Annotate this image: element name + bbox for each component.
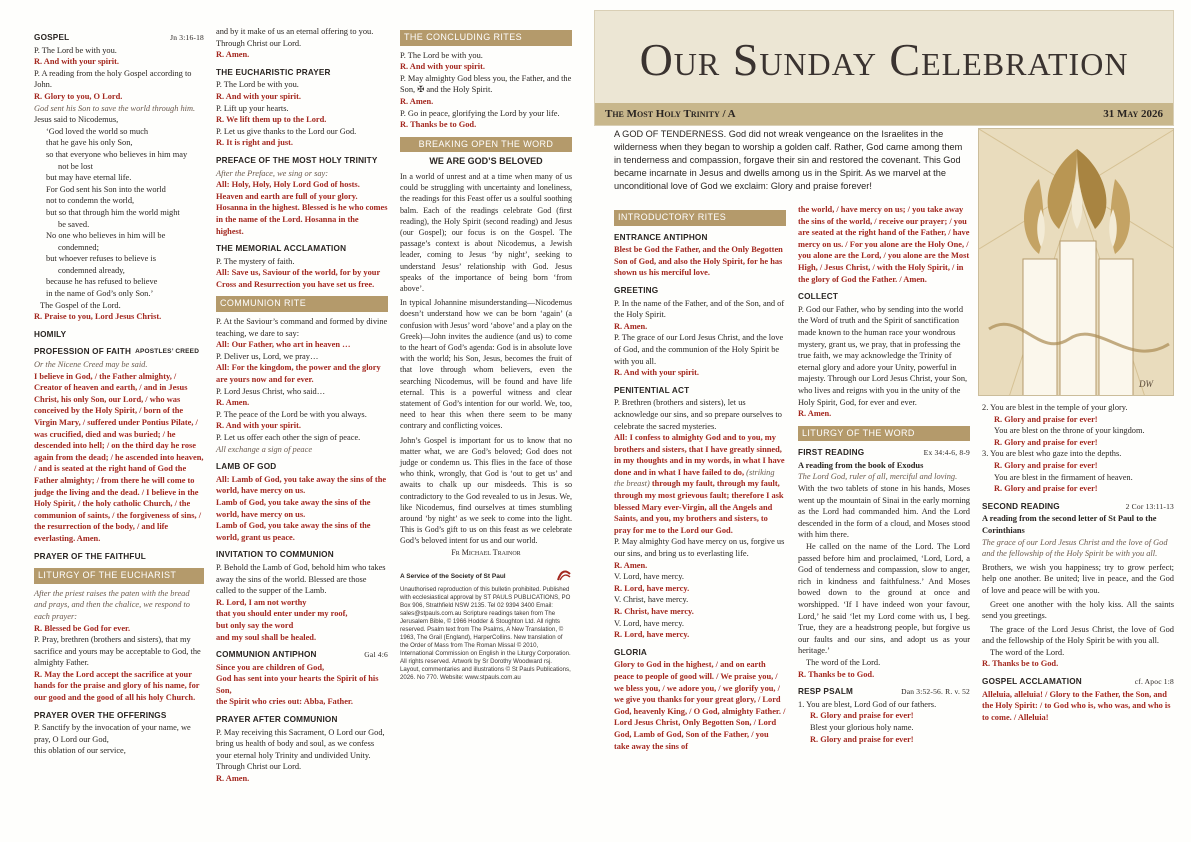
verse: No one who believes in him will be: [46, 231, 166, 241]
after-communion-heading: PRAYER AFTER COMMUNION: [216, 715, 338, 725]
response: but only say the word: [216, 620, 294, 630]
trinity-artwork: [978, 128, 1174, 396]
first-reading-heading: FIRST READING Ex 34:4-6, 8-9: [798, 448, 970, 458]
profession-heading: PROFESSION OF FAITH APOSTLES’ CREED: [34, 347, 200, 357]
text: P. The Lord be with you.: [34, 45, 117, 55]
column-4: [614, 204, 786, 752]
masthead: [594, 10, 1174, 126]
text: P. Let us offer each other the sign of peace.: [216, 433, 361, 442]
response: R. Lord, I am not worthy: [216, 597, 307, 607]
response: R. Amen.: [216, 50, 250, 60]
text: V. Lord, have mercy.: [614, 618, 684, 628]
response: R. May the Lord accept the sacrifice at your hands for the praise and glory of his name, for our good and the good of all his holy Church.: [34, 669, 200, 703]
penitential-heading: PENITENTIAL ACT: [614, 385, 690, 395]
reading-text: Greet one another with the holy kiss. All the saints send you greetings.: [982, 599, 1174, 621]
response: All: Holy, Holy, Holy Lord God of hosts. Heaven and earth are full of your glory. Hosanna in the highest. Blessed is he who comes in the name of the Lord. Hosanna in the highest.: [216, 180, 388, 236]
text: P. Let us give thanks to the Lord our God.: [216, 126, 357, 136]
psalm-heading: RESP PSALM Dan 3:52-56. R. v. 52: [798, 687, 970, 697]
response: R. Thanks be to God.: [982, 659, 1059, 669]
reading-source: A reading from the book of Exodus: [798, 460, 924, 470]
text: P. Pray, brethren (brothers and sisters), that my sacrifice and yours may be acceptable to God, the almighty Father.: [34, 635, 201, 668]
response: and my soul shall be healed.: [216, 632, 317, 642]
text: P. The peace of the Lord be with you always.: [216, 409, 367, 419]
invitation-heading: INVITATION TO COMMUNION: [216, 550, 334, 560]
antiphon-heading: COMMUNION ANTIPHON Gal 4:6: [216, 650, 388, 660]
response: Lamb of God, you take away the sins of the world, grant us peace.: [216, 521, 371, 542]
gloria-text: Glory to God in the highest, / and on earth peace to people of good will. / We praise you, / we bless you, / we adore you, / we glorify you, / we give you thanks for your great glory, / Lord God, heavenly King, / O God, almighty Father. / Lord Jesus Christ, Only Begotten Son, / Lord God, Lamb of God, Son of the Father, / you take away the sins of: [614, 660, 786, 751]
candles-illustration-icon: [979, 129, 1174, 396]
author-signature: Fr Michael Trainor: [451, 547, 521, 557]
text: P. At the Saviour’s command and formed by divine teaching, we dare to say:: [216, 317, 388, 338]
verse: be saved.: [58, 219, 90, 229]
antiphon-text: Since you are children of God,: [216, 662, 325, 672]
section-band: COMMUNION RITE: [216, 296, 388, 312]
response: R. Lord, have mercy.: [614, 583, 690, 593]
text: 2. You are blest in the temple of your glory.: [982, 403, 1128, 412]
text: this oblation of our service,: [34, 746, 126, 756]
section-band: BREAKING OPEN THE WORD: [400, 137, 572, 153]
text: The Gospel of the Lord.: [40, 300, 121, 310]
verse: so that everyone who believes in him may: [46, 149, 188, 159]
response: R. Amen.: [614, 321, 648, 331]
response: R. And with your spirit.: [34, 57, 120, 67]
eucharistic-heading: THE EUCHARISTIC PRAYER: [216, 67, 331, 77]
section-band: THE CONCLUDING RITES: [400, 30, 572, 46]
response: R. Lord, have mercy.: [614, 630, 690, 640]
reading-text: He called on the name of the Lord. The Lord passed before him and proclaimed, ‘Lord, Lord, a God of tenderness and compassion, slow to anger, rich in kindness and faithfulness.’ And Moses bowed down to the ground at once and worshipped. ‘If I have indeed won your favour, Lord,’ he said ‘let my Lord come with us, I beg. True, they are a headstrong people, but forgive us our faults and our sins, and adopt us as your heritage.’: [798, 542, 970, 656]
second-reading-heading: SECOND READING 2 Cor 13:11-13: [982, 501, 1174, 511]
verse: but whoever refuses to believe is: [46, 254, 157, 264]
article-paragraph: John’s Gospel is important for us to know that no matter what, we are God’s beloved; God does not judge or condemn us. This flies in the face of those who think, wrongly, that God is ‘out to get us’ and awaits to chalk up our misdeeds. This is so contradictory to the God revealed to us in Jesus. We, like Nicodemus, find ourselves at times stumbling around ‘by night’ as we seek to come into the light. This is God’s gift to us on this feast as we celebrate God’s beloved intent for us and our world.: [400, 435, 572, 546]
text: P. The grace of our Lord Jesus Christ, and the love of God, and the communion of the Holy Spirit be with you all.: [614, 333, 784, 366]
gloria-text: the world, / have mercy on us; / you take away the sins of the world, / receive our prayer; / you are seated at the right hand of the Father, / have mercy on us. / For you alone are the Holy One, / you alone are the Lord, / you alone are the Most High, / Jesus Christ, / with the Holy Spirit, / in the glory of God the Father. / Amen.: [798, 205, 970, 284]
verse: because he has refused to believe: [46, 277, 158, 287]
note: All exchange a sign of peace: [216, 444, 313, 454]
verse: condemned;: [58, 242, 99, 252]
verse: not be lost: [58, 161, 93, 171]
note: God sent his Son to save the world through him.: [34, 103, 196, 113]
response: Lamb of God, you take away the sins of the world, have mercy on us.: [216, 497, 371, 519]
response: All: For the kingdom, the power and the glory are yours now and for ever.: [216, 363, 381, 385]
verse: but may have eternal life.: [46, 173, 132, 183]
verse: but so that through him the world might: [46, 207, 180, 217]
article-paragraph: In a world of unrest and at a time when many of us could be struggling with uncertainty and loneliness, the readings for this Feast offer us a soulful soothing balm. Each of the readings celebrate God (first reading), the Holy Spirit (second reading) and Jesus (our Gospel); our focus is on the Gospel. The passage’s context is about Nicodemus, a Jewish leader, coming to Jesus ‘by night’, seeking to understand Jesus’ relationship with God. Jesus speaks of the importance of being born ‘from above’.: [400, 171, 572, 293]
response: R. Glory and praise for ever!: [994, 437, 1098, 447]
creed-text: I believe in God, / the Father almighty, / Creator of heaven and earth, / and in Jesus Christ, his only Son, our Lord, / who was conceived by the Holy Spirit, / born of the Virgin Mary, / suffered under Pontius Pilate, / was crucified, died and was buried; / he descended into hell; / on the third day he rose again from the dead; / he ascended into heaven, / and is seated at the right hand of God the Father almighty; / from there he will come to judge the living and the dead. / I believe in the Holy Spirit, / the holy catholic Church, / the communion of saints, / the forgiveness of sins, / the resurrection of the body, / and life everlasting. Amen.: [34, 371, 204, 543]
text: The word of the Lord.: [990, 647, 1065, 657]
column-1: [34, 26, 204, 757]
response: R. And with your spirit.: [216, 91, 302, 101]
verse: not to condemn the world,: [46, 196, 135, 206]
response: All: Our Father, who art in heaven …: [216, 340, 351, 350]
antiphon-text: God has sent into your hearts the Spirit of his Son,: [216, 674, 379, 695]
response: R. Amen.: [400, 96, 434, 106]
acclamation-text: Alleluia, alleluia! / Glory to the Father, the Son, and the Holy Spirit: / to God who is, who was, and who is to come. / Alleluia!: [982, 689, 1171, 722]
response: R. Thanks be to God.: [798, 669, 875, 679]
gloria-heading: GLORIA: [614, 647, 648, 657]
note: The Lord God, ruler of all, merciful and loving.: [798, 472, 958, 482]
collect-heading: COLLECT: [798, 292, 839, 302]
publisher-footer: Unauthorised reproduction of this bulletin prohibited. Published with ecclesiastical approval by ST PAULS PUBLICATIONS, PO Box 906, Strathfield NSW 2135. Tel 02 9394 3400 Email: sales@stpauls.com.au Scripture readings taken from The Jerusalem Bible, © 1966 Hodder & Stoughton Ltd. All rights reserved. Psalm text from The Psalms, A New Translation, © 1963, The Grail (England), HarperCollins. New translation of the Order of Mass from The Roman Missal © 2010, International Commission on English in the Liturgy Corporation. All rights reserved. Artwork by Sr Dorothy Woodward rsj. Layout, commentaries and illustrations © St Pauls Publications, 2026. No 770. Website: www.stpauls.com.au: [400, 585, 571, 681]
verse: condemned already,: [58, 265, 125, 275]
text: The word of the Lord.: [806, 657, 881, 667]
homily-heading: HOMILY: [34, 329, 67, 339]
text: Through Christ our Lord.: [216, 38, 302, 48]
reading-text: With the two tablets of stone in his hands, Moses went up the mountain of Sinai in the early morning as the Lord had commanded him. And the Lord descended in the form of a cloud, and Moses stood with him there.: [798, 484, 970, 540]
verse: that he gave his only Son,: [46, 138, 133, 148]
response: All: I confess to almighty God and to you, my brothers and sisters, that I have greatly sinned, in my thoughts and in my words, in what I have done and in what I have failed to do, (striking the breast) through my fault, through my fault, through my most grievous fault; therefore I ask blessed Mary ever-Virgin, all the Angels and Saints, and you, my brothers and sisters, to pray for me to the Lord our God.: [614, 433, 785, 535]
section-band: LITURGY OF THE EUCHARIST: [34, 568, 204, 584]
prayer-faithful-heading: PRAYER OF THE FAITHFUL: [34, 551, 146, 561]
gospel-heading: GOSPEL Jn 3:16-18: [34, 33, 204, 42]
response: All: Save us, Saviour of the world, for by your Cross and Resurrection you have set us free.: [216, 268, 381, 289]
text: and by it make of us an eternal offering to you.: [216, 27, 374, 36]
note: Or the Nicene Creed may be said.: [34, 360, 148, 370]
reading-text: The grace of the Lord Jesus Christ, the love of God and the fellowship of the Holy Spirit be with you all.: [982, 624, 1174, 646]
text: P. Deliver us, Lord, we pray…: [216, 351, 319, 361]
preface-heading: PREFACE OF THE MOST HOLY TRINITY: [216, 155, 378, 165]
section-band: INTRODUCTORY RITES: [614, 210, 786, 226]
note: After the priest raises the paten with the bread and prays, and then the chalice, we respond to each prayer:: [34, 588, 190, 621]
text: P. In the name of the Father, and of the Son, and of the Holy Spirit.: [614, 298, 785, 320]
response: R. Praise to you, Lord Jesus Christ.: [34, 312, 162, 322]
text: P. Behold the Lamb of God, behold him who takes away the sins of the world. Blessed are those called to the supper of the Lamb.: [216, 562, 386, 596]
response: R. It is right and just.: [216, 138, 294, 148]
response: R. And with your spirit.: [614, 368, 700, 378]
text: P. May almighty God have mercy on us, forgive us our sins, and bring us to everlasting life.: [614, 537, 785, 559]
text: Blest your glorious holy name.: [810, 722, 914, 732]
verse: in the name of God’s only Son.’: [46, 289, 154, 299]
reading-text: Brothers, we wish you happiness; try to grow perfect; help one another. Be united; live in peace, and the God of love and peace will be with you.: [982, 562, 1174, 595]
response: R. Amen.: [798, 409, 832, 419]
text: P. The Lord be with you.: [216, 80, 299, 90]
column-2: [216, 26, 388, 785]
verse: For God sent his Son into the world: [46, 184, 166, 194]
greeting-heading: GREETING: [614, 285, 659, 295]
reading-source: A reading from the second letter of St Paul to the Corinthians: [982, 514, 1157, 535]
text: You are blest on the throne of your kingdom.: [994, 426, 1145, 436]
column-5: [798, 204, 970, 745]
text: Jesus said to Nicodemus,: [34, 115, 119, 125]
text: V. Lord, have mercy.: [614, 572, 684, 582]
text: P. The Lord be with you.: [400, 50, 483, 60]
article-title: WE ARE GOD’S BELOVED: [429, 156, 543, 167]
text: 1. You are blest, Lord God of our fathers.: [798, 699, 937, 709]
lamb-heading: LAMB OF GOD: [216, 462, 277, 472]
response: R. Glory and praise for ever!: [994, 414, 1098, 424]
response: R. Amen.: [216, 398, 250, 408]
publisher-logo-icon: [556, 568, 572, 586]
offerings-heading: PRAYER OVER THE OFFERINGS: [34, 710, 167, 720]
response: R. Amen.: [216, 774, 250, 784]
response: All: Lamb of God, you take away the sins of the world, have mercy on us.: [216, 474, 387, 496]
text: P. Sanctify by the invocation of your name, we pray, O Lord our God,: [34, 723, 191, 744]
response: R. Glory and praise for ever!: [810, 711, 914, 721]
masthead-subbar: [595, 103, 1173, 125]
date-label: 31 May 2026: [1103, 108, 1163, 120]
text: 3. You are blest who gaze into the depths.: [982, 449, 1122, 459]
text: P. The mystery of faith.: [216, 256, 295, 266]
publication-title: Our Sunday Celebration: [639, 34, 1129, 85]
response: R. And with your spirit.: [400, 62, 486, 72]
acclamation-heading: GOSPEL ACCLAMATION cf. Apoc 1:8: [982, 677, 1174, 687]
response: R. Glory and praise for ever!: [810, 734, 914, 744]
response: that you should enter under my roof,: [216, 609, 348, 619]
response: R. Glory and praise for ever!: [994, 460, 1098, 470]
svg-text:DW: DW: [1139, 379, 1153, 389]
text: V. Christ, have mercy.: [614, 595, 689, 605]
response: R. Blessed be God for ever.: [34, 623, 131, 633]
response: R. Thanks be to God.: [400, 120, 477, 130]
publisher-header: A Service of the Society of St Paul: [400, 568, 572, 586]
text: P. Go in peace, glorifying the Lord by your life.: [400, 108, 560, 118]
text: P. A reading from the holy Gospel according to John.: [34, 68, 192, 90]
text: P. May almighty God bless you, the Father, and the Son, ✠ and the Holy Spirit.: [400, 73, 572, 95]
response: R. And with your spirit.: [216, 421, 302, 431]
column-3: [400, 26, 572, 682]
occasion-label: The Most Holy Trinity / A: [605, 108, 736, 120]
response: R. Glory to you, O Lord.: [34, 91, 123, 101]
memorial-heading: THE MEMORIAL ACCLAMATION: [216, 244, 347, 254]
response: R. Glory and praise for ever!: [994, 484, 1098, 494]
response: R. Amen.: [614, 560, 648, 570]
verse: ‘God loved the world so much: [46, 126, 149, 136]
text: P. Lift up your hearts.: [216, 103, 289, 113]
intro-paragraph: A GOD OF TENDERNESS. God did not wreak vengeance on the Israelites in the wilderness when they began to worship a golden calf. Rather, God came among them in tenderness and compassion, forgave their sin and restored the covenant. This God became incarnate in Jesus and dwells among us in the Spirit. As we marvel at the unconditional love of God we exclaim: Glory and praise forever!: [614, 129, 963, 191]
column-6: [982, 402, 1174, 723]
text: P. Brethren (brothers and sisters), let us acknowledge our sins, and so prepare ourselves to celebrate the sacred mysteries.: [614, 398, 782, 431]
entrance-antiphon-heading: ENTRANCE ANTIPHON: [614, 232, 708, 242]
section-band: LITURGY OF THE WORD: [798, 426, 970, 442]
text: P. May receiving this Sacrament, O Lord our God, bring us health of body and soul, as we confess your eternal holy Trinity and undivided Unity. Through Christ our Lord.: [216, 727, 385, 772]
note: The grace of our Lord Jesus Christ and the love of God and the fellowship of the Holy Spirit be with you all.: [982, 537, 1168, 559]
text: P. God our Father, who by sending into the world the Word of truth and the Spirit of sanctification made known to the human race your wondrous mystery, grant us, we pray, that in professing the true faith, we may acknowledge the Trinity of eternal glory and adore your Unity, powerful in majesty. Through our Lord Jesus Christ, your Son, who lives and reigns with you in the unity of the Holy Spirit, God, for ever and ever.: [798, 304, 968, 407]
note: After the Preface, we sing or say:: [216, 168, 329, 178]
response: R. Christ, have mercy.: [614, 607, 694, 616]
article-paragraph: In typical Johannine misunderstanding—Nicodemus doesn’t understand how we can be born ‘again’ (a confusion with Jesus’ word ‘above’ and a play on the Greek)—John invites the audience (and us) to come to the heart of God’s agenda: God is in absolute love with the world; his Son, Jesus, becomes the fruit of that love through whom believers, even the searching Nicodemus, will be found and have life eternal. This is a powerful witness and clear statement of God’s intention for our world. We, too, need to hear this when there seem to be many contrary and conflicting voices.: [400, 298, 572, 431]
response: R. We lift them up to the Lord.: [216, 115, 327, 125]
antiphon-text: the Spirit who cries out: Abba, Father.: [216, 697, 353, 707]
text: You are blest in the firmament of heaven.: [994, 472, 1133, 482]
text: P. Lord Jesus Christ, who said…: [216, 386, 326, 396]
antiphon-text: Blest be God the Father, and the Only Begotten Son of God, and also the Holy Spirit, for he has shown us his merciful love.: [614, 245, 783, 278]
